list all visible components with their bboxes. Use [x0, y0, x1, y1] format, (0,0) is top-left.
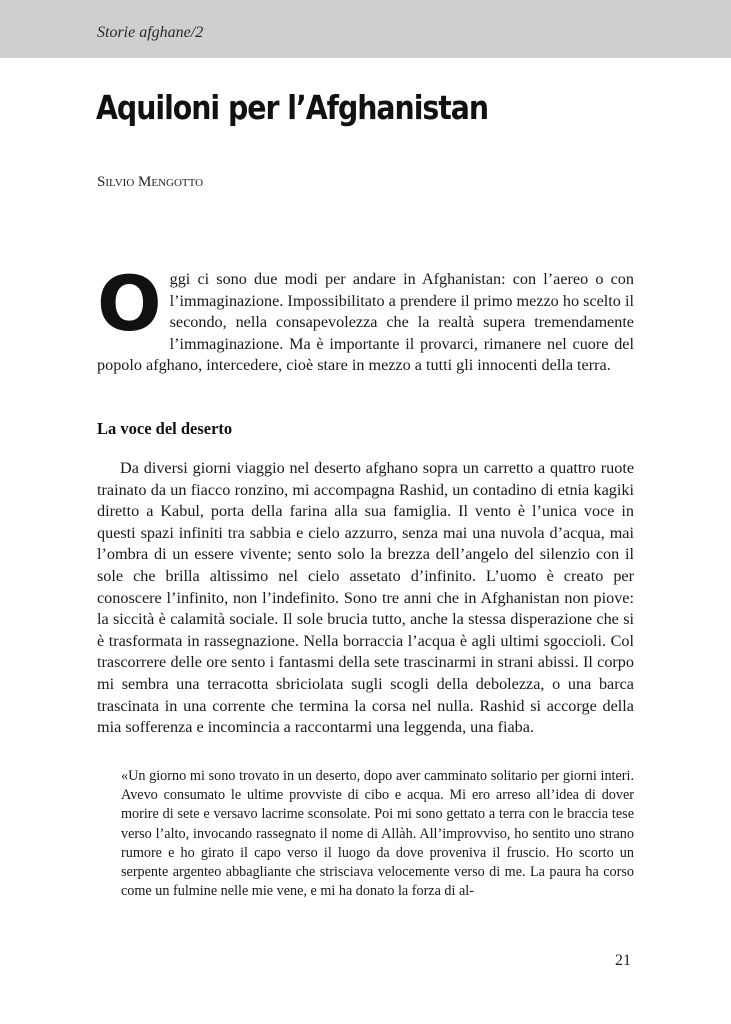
running-head: Storie afghane/2 — [97, 24, 204, 41]
article-author: Silvio Mengotto — [97, 174, 204, 190]
intro-paragraph — [97, 259, 634, 377]
body-paragraph: Da diversi giorni viaggio nel deserto afghano sopra un carretto a quattro ruote trainato da un fiacco ronzino, mi accompagna Rashid, un contadino di etnia kagiki diretto a Kabul, porta della farina alla sua famiglia. Il vento è l’unica voce in questi spazi infiniti tra sabbia e cielo azzurro, senza mai una nuvola d’acqua, mai l’ombra di un essere vivente; sento solo la brezza dell’angelo del silenzio con il sole che brilla altissimo nel cielo assetato d’infinito. L’uomo è creato per conoscere l’infinito, non l’indefinito. Sono tre anni che in Afghanistan non piove: la siccità è calamità sociale. Il sole brucia tutto, anche la stessa disperazione che si è trasformata in rassegnazione. Nella borraccia l’acqua è agli ultimi sgoccioli. Col trascorrere delle ore sento i fantasmi della sete trascinarmi in strani abissi. Il corpo mi sembra una terracotta sbriciolata sugli scogli della debolezza, o una barca trascinata in una corrente che termina la corsa nel nulla. Rashid si accorge della mia sofferenza e incomincia a raccontarmi una leggenda, una fiaba. — [97, 459, 634, 737]
page-number: 21 — [615, 952, 631, 969]
drop-cap: O — [97, 259, 162, 348]
article-title: Aquiloni per l’Afghanistan — [96, 88, 489, 127]
intro-text: ggi ci sono due modi per andare in Afghanistan: con l’aereo o con l’immaginazione. Impossibilitato a prendere il primo mezzo ho scelto il secondo, nella consapevolezza che la realtà supera tremendamente l’immaginazione. Ma è importante il provarci, rimanere nel cuore del popolo afghano, intercedere, cioè stare in mezzo a tutti gli innocenti della terra. — [97, 270, 634, 375]
block-quote: «Un giorno mi sono trovato in un deserto, dopo aver camminato solitario per giorni interi. Avevo consumato le ultime provviste di cibo e acqua. Mi ero arreso all’idea di dover morire di sete e versavo lacrime sconsolate. Poi mi sono gettato a terra con le braccia tese verso l’alto, invocando rassegnato il nome di Allàh. All’improvviso, ho sentito uno strano rumore e ho girato il capo verso il luogo da dove proveniva il fruscio. Ho scorto un serpente argenteo abbagliante che strisciava velocemente verso di me. La paura ha corso come un fulmine nelle mie vene, e mi ha donato la forza di al- — [121, 768, 634, 900]
section-heading: La voce del deserto — [97, 419, 233, 438]
